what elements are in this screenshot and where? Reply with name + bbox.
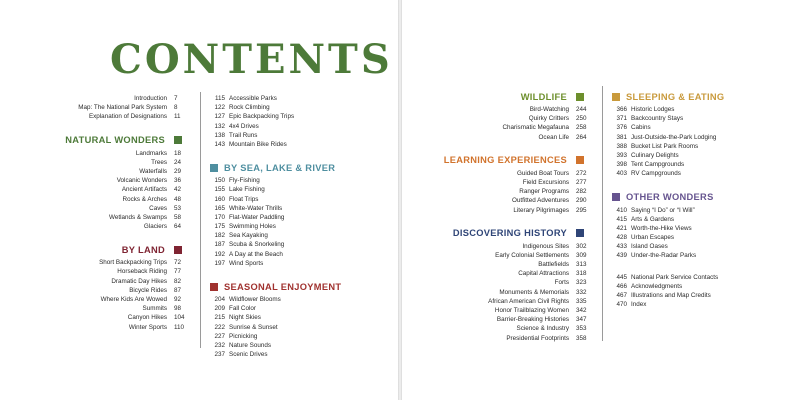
entry-page-number: 466 (616, 282, 627, 290)
entry-page-number: 244 (576, 106, 587, 113)
toc-entry (611, 160, 796, 169)
toc-entry (422, 260, 592, 269)
entry-title: Winter Sports (128, 323, 167, 331)
section-heading (611, 191, 796, 204)
entry-title: Rock Climbing (229, 104, 270, 112)
entry-page-number: 53 (174, 204, 182, 212)
entry-page-number: 227 (214, 332, 225, 340)
entry-title: Outfitted Adventures (511, 197, 569, 205)
column-divider (200, 92, 201, 348)
entry-page-number: 232 (214, 341, 225, 349)
entry-page-number: 282 (576, 188, 587, 196)
entry-title: Fly-Fishing (229, 177, 260, 185)
intro-list (30, 94, 190, 122)
toc-entry (611, 300, 796, 309)
section-wildlife (422, 90, 592, 142)
entry-page-number: 264 (576, 133, 587, 141)
toc-entry (30, 277, 190, 286)
toc-entry (30, 149, 190, 158)
toc-entry (422, 242, 592, 251)
entry-page-number: 110 (174, 323, 185, 331)
toc-entry (209, 103, 389, 112)
entry-page-number: 470 (616, 301, 627, 309)
entry-title: Backcountry Stays (631, 115, 684, 123)
section-heading (30, 243, 190, 256)
entry-title: Presidential Footprints (506, 334, 569, 342)
entry-page-number: 24 (174, 158, 182, 166)
entry-page-number: 192 (214, 250, 225, 258)
section-color-square (576, 156, 584, 164)
entry-title: A Day at the Beach (229, 250, 283, 258)
entry-title: Ancient Artifacts (121, 186, 167, 194)
toc-entry (422, 114, 592, 123)
entry-title: Capital Attractions (518, 270, 569, 278)
toc-entry (30, 103, 190, 112)
toc-entry (209, 323, 389, 332)
entry-page-number: 250 (576, 115, 587, 123)
entry-page-number: 403 (616, 170, 627, 178)
entry-page-number: 302 (576, 242, 587, 250)
section-heading (209, 161, 389, 174)
entry-title: Early Colonial Settlements (495, 251, 569, 259)
toc-entry (209, 341, 389, 350)
entry-title: Float Trips (229, 195, 259, 203)
entry-title: Horseback Riding (117, 268, 167, 276)
toc-entry (209, 204, 389, 213)
toc-entry (209, 231, 389, 240)
right-page (402, 0, 800, 400)
entry-title: Just-Outside-the-Park Lodging (631, 133, 717, 141)
toc-entry (422, 206, 592, 215)
page-title: CONTENTS (110, 36, 393, 83)
entry-title: Waterfalls (139, 167, 167, 175)
entry-title: Flat-Water Paddling (229, 213, 285, 221)
toc-entry (422, 315, 592, 324)
entry-title: Charismatic Megafauna (502, 124, 569, 132)
toc-entry (422, 251, 592, 260)
toc-entry (30, 213, 190, 222)
entry-page-number: 7 (174, 95, 178, 102)
entry-title: Historic Lodges (631, 106, 675, 113)
toc-entry (422, 297, 592, 306)
toc-entry (611, 282, 796, 291)
toc-entry (611, 215, 796, 224)
entry-title: African American Civil Rights (488, 297, 569, 305)
entry-title: Bicycle Rides (129, 286, 167, 294)
toc-entry (30, 295, 190, 304)
section-heading (611, 90, 796, 103)
entry-page-number: 335 (576, 297, 587, 305)
entry-page-number: 87 (174, 286, 182, 294)
entry-page-number: 115 (214, 95, 225, 102)
entry-page-number: 48 (174, 195, 182, 203)
entry-page-number: 72 (174, 259, 182, 267)
by-land-continued-list (209, 94, 389, 149)
entry-title: Bird-Watching (529, 106, 569, 113)
entry-page-number: 258 (576, 124, 587, 132)
left-page (0, 0, 398, 400)
section-color-square (174, 246, 182, 254)
entry-page-number: 29 (174, 167, 182, 175)
entry-page-number: 42 (174, 186, 182, 194)
entry-title: Scenic Drives (229, 351, 268, 359)
entry-page-number: 433 (616, 243, 627, 251)
entry-page-number: 127 (214, 113, 225, 121)
section-natural-wonders (30, 134, 190, 232)
entry-title: Barrier-Breaking Histories (496, 316, 569, 324)
right-index-column (422, 90, 592, 343)
entry-page-number: 445 (616, 273, 627, 281)
entry-page-number: 347 (576, 316, 587, 324)
entry-title: Accessible Parks (229, 95, 277, 102)
entry-title: Explanation of Designations (88, 113, 167, 121)
entry-page-number: 155 (214, 186, 225, 194)
section-by-sea-lake-river (209, 161, 389, 268)
toc-entry (209, 332, 389, 341)
toc-entry (422, 288, 592, 297)
section-other-wonders (611, 191, 796, 261)
entry-page-number: 104 (174, 314, 185, 322)
toc-entry (209, 112, 389, 121)
toc-entry (30, 258, 190, 267)
entry-title: Ranger Programs (519, 188, 569, 196)
toc-entry (30, 112, 190, 121)
section-seasonal-enjoyment (209, 280, 389, 359)
toc-entry (209, 350, 389, 359)
entry-title: Wetlands & Swamps (109, 213, 167, 221)
entry-title: Sunrise & Sunset (229, 323, 278, 331)
toc-entry (209, 140, 389, 149)
entry-page-number: 366 (616, 106, 627, 113)
toc-entry (30, 176, 190, 185)
section-color-square (612, 93, 620, 101)
entry-title: Caves (149, 204, 167, 212)
entry-title: Introduction (134, 95, 167, 102)
section-heading-text: SEASONAL ENJOYMENT (224, 281, 342, 292)
entry-page-number: 77 (174, 268, 182, 276)
entry-title: Scuba & Snorkeling (229, 241, 285, 249)
entry-page-number: 353 (576, 325, 587, 333)
toc-entry (30, 267, 190, 276)
entry-title: Where Kids Are Wowed (100, 296, 167, 303)
entry-title: Epic Backpacking Trips (229, 113, 295, 121)
entry-page-number: 295 (576, 206, 587, 214)
section-heading (422, 90, 592, 103)
toc-entry (209, 195, 389, 204)
entry-page-number: 467 (616, 292, 627, 299)
section-color-square (210, 283, 218, 291)
toc-entry (209, 222, 389, 231)
section-color-square (210, 164, 218, 172)
section-heading-text: DISCOVERING HISTORY (452, 228, 567, 239)
toc-entry (209, 250, 389, 259)
entry-title: Mountain Bike Rides (229, 140, 287, 148)
entry-page-number: 222 (214, 323, 225, 331)
entry-title: Wind Sports (229, 259, 264, 267)
entry-page-number: 132 (214, 122, 225, 130)
toc-entry (30, 286, 190, 295)
entry-title: Rocks & Arches (122, 195, 167, 203)
section-learning-experiences (422, 154, 592, 215)
section-heading-text: OTHER WONDERS (626, 192, 714, 202)
entry-title: Field Excursions (522, 178, 569, 186)
toc-entry (611, 206, 796, 215)
section-color-square (576, 229, 584, 237)
entry-page-number: 8 (174, 104, 178, 112)
entry-page-number: 58 (174, 213, 182, 221)
entry-title: Night Skies (229, 314, 261, 322)
entry-page-number: 388 (616, 142, 627, 150)
toc-entry (611, 105, 796, 114)
toc-entry (611, 142, 796, 151)
entry-title: Dramatic Day Hikes (111, 277, 167, 285)
section-heading-text: BY SEA, LAKE & RIVER (224, 162, 336, 173)
entry-page-number: 313 (576, 261, 587, 269)
toc-entry (422, 306, 592, 315)
entry-title: Sea Kayaking (229, 232, 268, 240)
entry-page-number: 175 (214, 223, 225, 231)
entry-page-number: 277 (576, 178, 587, 186)
entry-title: Culinary Delights (631, 151, 679, 159)
toc-entry (209, 295, 389, 304)
entry-title: Worth-the-Hike Views (631, 224, 692, 232)
entry-title: Summits (142, 305, 167, 313)
entry-page-number: 398 (616, 161, 627, 169)
entry-title: Index (631, 301, 647, 309)
entry-title: Under-the-Radar Parks (631, 252, 697, 260)
entry-page-number: 309 (576, 251, 587, 259)
entry-page-number: 376 (616, 124, 627, 132)
toc-entry (611, 169, 796, 178)
toc-entry (422, 123, 592, 132)
toc-entry (209, 240, 389, 249)
section-heading-text: BY LAND (121, 244, 165, 255)
section-heading-text: WILDLIFE (520, 91, 567, 102)
toc-entry (422, 178, 592, 187)
entry-page-number: 410 (616, 206, 627, 214)
entry-title: National Park Service Contacts (631, 273, 719, 281)
section-heading-text: NATURAL WONDERS (65, 135, 165, 146)
section-heading-text: LEARNING EXPERIENCES (443, 155, 567, 166)
section-heading-text: SLEEPING & EATING (626, 91, 725, 102)
toc-entry (209, 313, 389, 322)
entry-title: Cabins (631, 124, 651, 132)
entry-page-number: 415 (616, 215, 627, 223)
entry-page-number: 92 (174, 296, 182, 303)
left-index-column (30, 94, 190, 332)
entry-title: Honor Trailblazing Women (494, 307, 569, 314)
toc-entry (611, 133, 796, 142)
entry-page-number: 138 (214, 131, 225, 139)
entry-title: Urban Escapes (631, 234, 675, 242)
toc-entry (611, 291, 796, 300)
toc-entry (422, 105, 592, 114)
toc-entry (422, 133, 592, 142)
entry-title: Acknowledgments (631, 282, 683, 290)
entry-page-number: 36 (174, 177, 182, 185)
entry-title: Forts (554, 279, 569, 287)
entry-title: Picnicking (229, 332, 258, 340)
toc-entry (611, 251, 796, 260)
entry-page-number: 272 (576, 169, 587, 177)
toc-entry (209, 304, 389, 313)
entry-title: Arts & Gardens (631, 215, 675, 223)
entry-title: Monuments & Memorials (499, 288, 569, 296)
toc-entry (30, 304, 190, 313)
entry-title: Canyon Hikes (127, 314, 167, 322)
entry-page-number: 439 (616, 252, 627, 260)
column-divider (602, 86, 603, 341)
entry-title: Short Backpacking Trips (99, 259, 167, 267)
section-heading (30, 134, 190, 147)
section-by-land (30, 243, 190, 332)
entry-page-number: 204 (214, 296, 225, 303)
entry-title: Trees (151, 158, 167, 166)
entry-title: Swimming Holes (229, 223, 276, 231)
entry-title: Volcanic Wonders (116, 177, 167, 185)
entry-page-number: 237 (214, 351, 225, 359)
toc-entry (30, 167, 190, 176)
entry-title: Map: The National Park System (78, 104, 167, 112)
entry-title: 4x4 Drives (229, 122, 259, 130)
entry-page-number: 143 (214, 140, 225, 148)
entry-title: Battlefields (538, 261, 569, 269)
toc-entry (611, 224, 796, 233)
entry-page-number: 165 (214, 204, 225, 212)
entry-title: Bucket List Park Rooms (631, 142, 699, 150)
toc-entry (30, 222, 190, 231)
entry-title: Tent Campgrounds (631, 161, 685, 169)
section-discovering-history (422, 227, 592, 343)
entry-page-number: 187 (214, 241, 225, 249)
entry-page-number: 82 (174, 277, 182, 285)
toc-entry (209, 213, 389, 222)
entry-title: Landmarks (135, 149, 167, 157)
toc-entry (422, 278, 592, 287)
entry-title: Illustrations and Map Credits (631, 292, 711, 299)
toc-entry (422, 269, 592, 278)
entry-title: Island Oases (631, 243, 668, 251)
toc-entry (611, 151, 796, 160)
section-heading (422, 154, 592, 167)
entry-title: Indigenous Sites (522, 242, 569, 250)
toc-entry (422, 196, 592, 205)
toc-entry (422, 187, 592, 196)
entry-page-number: 381 (616, 133, 627, 141)
entry-page-number: 421 (616, 224, 627, 232)
entry-title: Guided Boat Tours (516, 169, 569, 177)
entry-page-number: 197 (214, 259, 225, 267)
entry-page-number: 182 (214, 232, 225, 240)
toc-entry (209, 259, 389, 268)
entry-title: Lake Fishing (229, 186, 265, 194)
entry-page-number: 393 (616, 151, 627, 159)
entry-title: Trail Runs (229, 131, 258, 139)
entry-page-number: 11 (174, 113, 181, 121)
section-heading (209, 280, 389, 293)
entry-page-number: 428 (616, 234, 627, 242)
entry-page-number: 318 (576, 270, 587, 278)
toc-entry (422, 334, 592, 343)
section-color-square (576, 93, 584, 101)
section-color-square (174, 136, 182, 144)
entry-title: Saying “I Do” or “I Will” (631, 206, 695, 214)
toc-entry (611, 242, 796, 251)
backmatter-list (611, 273, 796, 310)
toc-entry (422, 169, 592, 178)
entry-title: RV Campgrounds (631, 170, 681, 178)
section-heading (422, 227, 592, 240)
toc-entry (209, 131, 389, 140)
toc-entry (209, 176, 389, 185)
section-sleeping-eating (611, 90, 796, 179)
toc-entry (30, 323, 190, 332)
entry-title: Wildflower Blooms (229, 296, 281, 303)
entry-page-number: 98 (174, 305, 182, 313)
toc-entry (30, 313, 190, 322)
toc-entry (611, 123, 796, 132)
toc-entry (611, 233, 796, 242)
entry-title: Science & Industry (516, 325, 569, 333)
entry-page-number: 64 (174, 223, 182, 231)
toc-entry (30, 185, 190, 194)
toc-entry (611, 273, 796, 282)
toc-entry (30, 94, 190, 103)
toc-entry (30, 204, 190, 213)
entry-page-number: 371 (616, 115, 627, 123)
entry-page-number: 18 (174, 149, 182, 157)
toc-entry (209, 94, 389, 103)
section-color-square (612, 193, 620, 201)
entry-title: Quirky Critters (528, 115, 569, 123)
toc-entry (30, 158, 190, 167)
toc-entry (30, 195, 190, 204)
entry-title: Nature Sounds (229, 341, 272, 349)
right-second-column (611, 90, 796, 309)
entry-page-number: 215 (214, 314, 225, 322)
entry-page-number: 342 (576, 307, 587, 314)
entry-page-number: 122 (214, 104, 225, 112)
entry-title: White-Water Thrills (229, 204, 283, 212)
left-second-column (209, 94, 389, 359)
entry-title: Glaciers (143, 223, 167, 231)
entry-page-number: 332 (576, 288, 587, 296)
toc-entry (611, 114, 796, 123)
entry-title: Ocean Life (538, 133, 569, 141)
entry-page-number: 290 (576, 197, 587, 205)
toc-entry (209, 122, 389, 131)
entry-page-number: 170 (214, 213, 225, 221)
toc-entry (209, 185, 389, 194)
entry-page-number: 358 (576, 334, 587, 342)
entry-page-number: 160 (214, 195, 225, 203)
entry-title: Fall Color (229, 305, 256, 313)
toc-entry (422, 324, 592, 333)
entry-title: Literary Pilgrimages (513, 206, 569, 214)
entry-page-number: 209 (214, 305, 225, 313)
entry-page-number: 150 (214, 177, 225, 185)
entry-page-number: 323 (576, 279, 587, 287)
